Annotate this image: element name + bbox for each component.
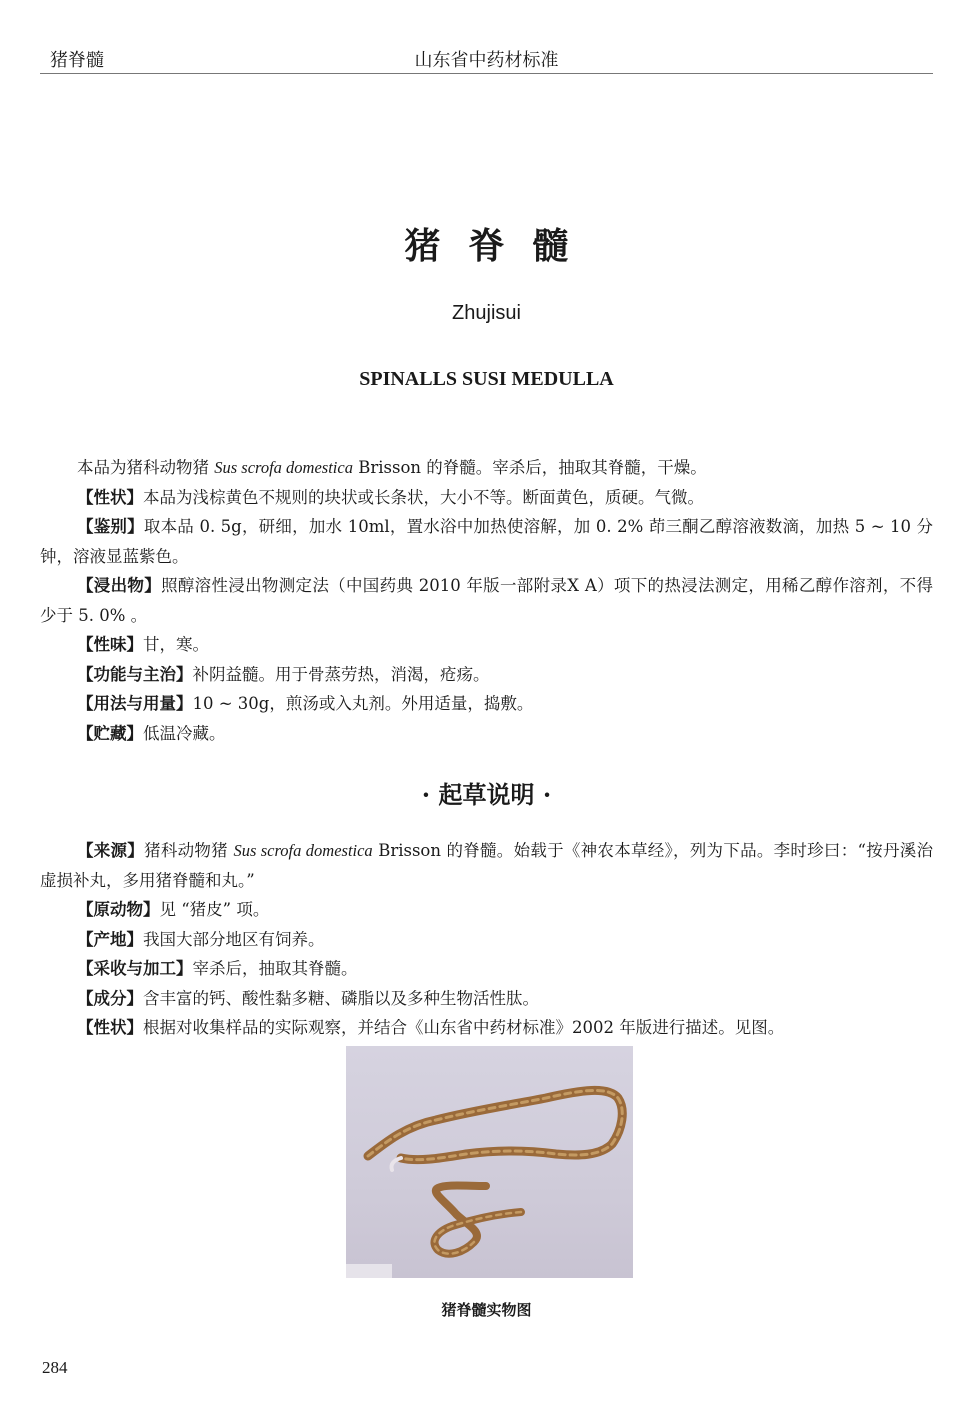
header-left: 猪脊髓 bbox=[50, 50, 104, 71]
item-label: 【性状】 bbox=[77, 487, 143, 507]
item-components: 【成分】含丰富的钙、酸性黏多糖、磷脂以及多种生物活性肽。 bbox=[77, 988, 539, 1008]
header-center: 山东省中药材标准 bbox=[414, 50, 559, 71]
item-label: 【功能与主治】 bbox=[77, 664, 193, 684]
drafting-section-title: · 起草说明 · bbox=[421, 780, 552, 809]
item-label: 【鉴别】 bbox=[77, 517, 144, 536]
item-label: 【原动物】 bbox=[77, 900, 160, 919]
item-taste: 【性味】甘，寒。 bbox=[77, 635, 209, 654]
item-label: 【产地】 bbox=[77, 929, 143, 949]
item-characteristics: 【性状】根据对收集样品的实际观察，并结合《山东省中药材标准》2002 年版进行描述。见图。 bbox=[77, 1018, 785, 1037]
specimen-photo bbox=[346, 1046, 633, 1278]
species-name: Sus scrofa domestica bbox=[233, 841, 373, 860]
header-rule bbox=[40, 73, 933, 74]
item-dosage: 【用法与用量】10 ~ 30g，煎汤或入丸剂。外用适量，捣敷。 bbox=[77, 694, 534, 713]
item-label: 【浸出物】 bbox=[77, 576, 162, 595]
item-processing: 【采收与加工】宰杀后，抽取其脊髓。 bbox=[77, 959, 358, 978]
item-function: 【功能与主治】补阴益髓。用于骨蒸劳热，消渴，疮疡。 bbox=[77, 664, 490, 684]
item-label: 【性味】 bbox=[77, 635, 143, 654]
item-extractives: 【浸出物】照醇溶性浸出物测定法（中国药典 2010 年版一部附录Ⅹ A）项下的热浸法测定，用稀乙醇作溶剂，不得少于 5. 0% 。 bbox=[40, 576, 933, 625]
drafting-section bbox=[40, 836, 933, 1043]
item-storage: 【贮藏】低温冷藏。 bbox=[77, 723, 226, 743]
page-title: 猪脊髓 bbox=[404, 226, 597, 267]
item-description: 【性状】本品为浅棕黄色不规则的块状或长条状，大小不等。断面黄色，质硬。气微。 bbox=[77, 487, 704, 507]
intro-paragraph: 本品为猪科动物猪 Sus scrofa domestica Brisson 的脊髓。宰杀后，抽取其脊髓，干燥。 bbox=[77, 458, 707, 477]
standard-section bbox=[40, 453, 933, 748]
item-source: 【来源】猪科动物猪 Sus scrofa domestica Brisson 的脊髓。始载于《神农本草经》，列为下品。李时珍曰：“按丹溪治虚损补丸，多用猪脊髓和丸。” bbox=[40, 841, 933, 890]
page-number: 284 bbox=[42, 1358, 68, 1377]
figure-caption: 猪脊髓实物图 bbox=[441, 1301, 532, 1319]
item-origin: 【产地】我国大部分地区有饲养。 bbox=[77, 929, 325, 949]
item-label: 【成分】 bbox=[77, 988, 143, 1008]
item-label: 【来源】 bbox=[77, 841, 145, 860]
item-identification: 【鉴别】取本品 0. 5g，研细，加水 10ml，置水浴中加热使溶解，加 0. 2% 茚三酮乙醇溶液数滴，加热 5 ~ 10 分钟，溶液显蓝紫色。 bbox=[40, 517, 933, 566]
item-label: 【贮藏】 bbox=[77, 723, 143, 743]
species-name: Sus scrofa domestica bbox=[214, 458, 353, 477]
item-label: 【性状】 bbox=[77, 1018, 143, 1037]
item-label: 【采收与加工】 bbox=[77, 959, 193, 978]
item-label: 【用法与用量】 bbox=[77, 694, 193, 713]
item-original-animal: 【原动物】见 “猪皮” 项。 bbox=[77, 900, 270, 919]
latin-name: SPINALLS SUSI MEDULLA bbox=[359, 368, 614, 390]
pinyin-name: Zhujisui bbox=[452, 302, 521, 324]
